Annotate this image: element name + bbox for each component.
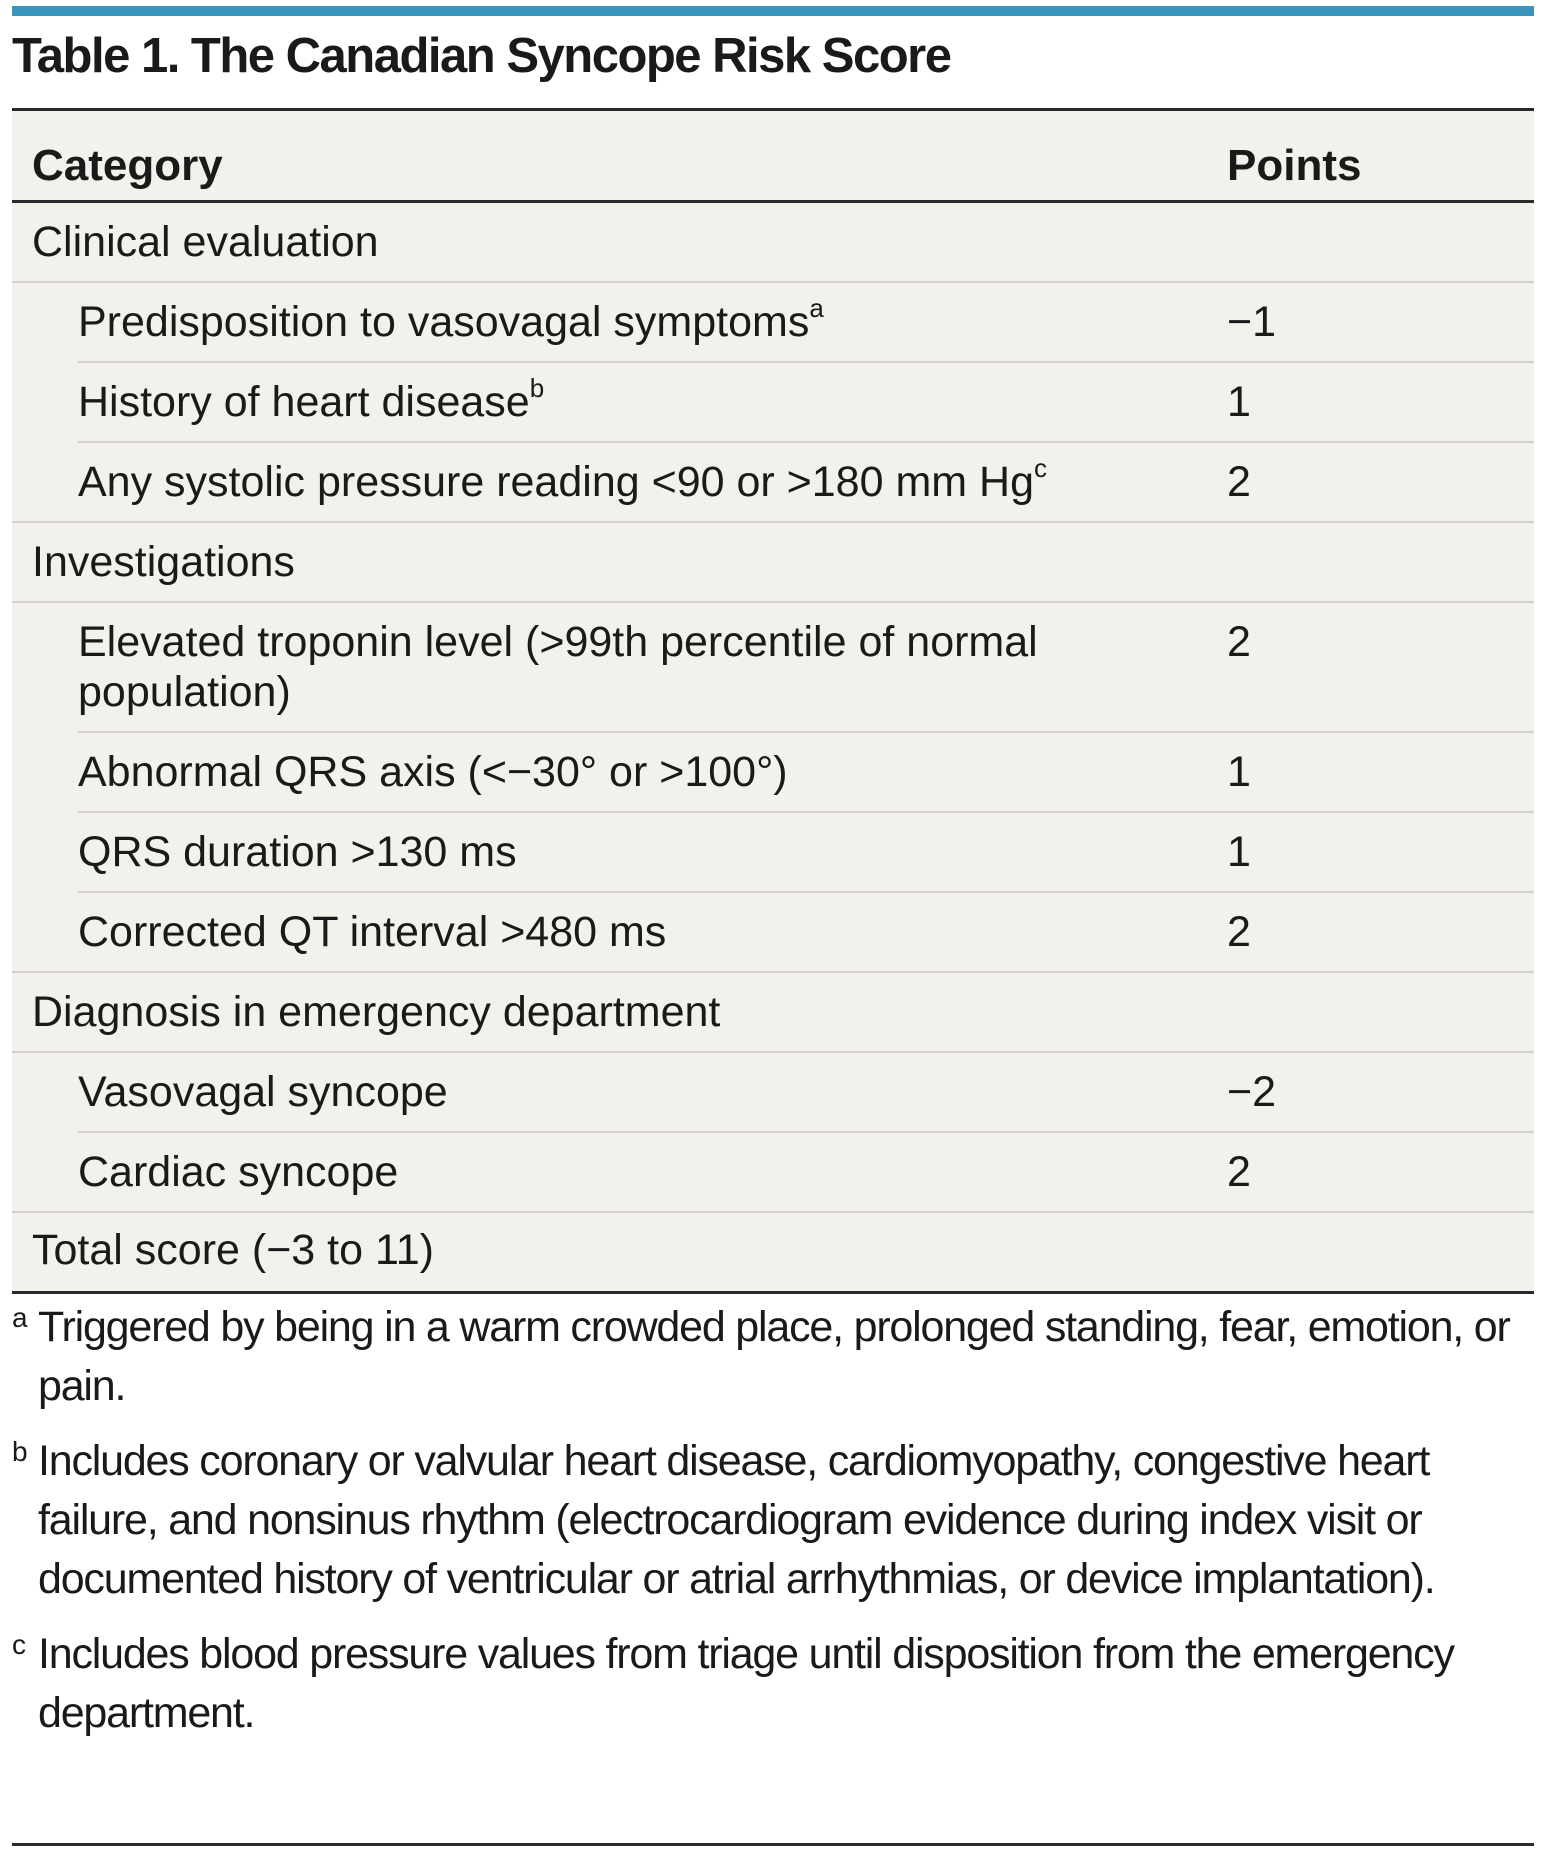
table-footnotes — [12, 1298, 1534, 1759]
item-label-text: Cardiac syncope — [78, 1148, 399, 1196]
footnote-mark: a — [12, 1302, 27, 1333]
section-label: Clinical evaluation — [32, 218, 379, 266]
item-points: 2 — [1227, 1148, 1251, 1196]
item-label — [78, 1053, 1078, 1131]
table-row — [12, 893, 1534, 973]
footnote-text: Includes coronary or valvular heart disease, cardiomyopathy, congestive heart failure, and nonsinus rhythm (electrocardiogram evidence during index visit or documented history of ventricular or atrial arrhythmias, or device implantation). — [38, 1437, 1435, 1603]
item-label-text: Elevated troponin level (>99th percentile of normal population) — [78, 618, 1038, 716]
footnote-text: Triggered by being in a warm crowded place, prolonged standing, fear, emotion, or pain. — [38, 1303, 1510, 1410]
top-accent-rule — [12, 6, 1534, 16]
section-label: Diagnosis in emergency department — [32, 988, 721, 1036]
table-row — [12, 443, 1534, 523]
table-body — [12, 203, 1534, 1213]
footnote-a — [12, 1298, 1534, 1416]
table-row — [78, 813, 1534, 893]
item-points: 1 — [1227, 378, 1251, 426]
footnote-c — [12, 1625, 1534, 1743]
item-label-text: History of heart disease — [78, 378, 530, 426]
table-header-row — [12, 111, 1534, 203]
table-title: Table 1. The Canadian Syncope Risk Score — [12, 29, 951, 83]
footnote-b — [12, 1432, 1534, 1609]
item-points: 2 — [1227, 618, 1251, 666]
bottom-rule — [12, 1843, 1534, 1846]
item-label — [78, 443, 1078, 521]
item-label-text: Abnormal QRS axis (<−30° or >100°) — [78, 748, 788, 796]
section-row — [12, 523, 1534, 603]
item-label — [78, 813, 1078, 891]
item-label — [78, 733, 1078, 811]
item-points: 2 — [1227, 908, 1251, 956]
section-row — [12, 973, 1534, 1053]
footnote-text: Includes blood pressure values from triage until disposition from the emergency department. — [38, 1630, 1454, 1737]
table-row — [78, 733, 1534, 813]
item-label-text: Predisposition to vasovagal symptoms — [78, 298, 810, 346]
item-label-text: Any systolic pressure reading <90 or >180 mm Hg — [78, 458, 1035, 506]
footnote-marker: b — [529, 372, 545, 403]
total-score-row — [12, 1213, 1534, 1291]
item-label — [78, 1133, 1078, 1211]
item-label-text: QRS duration >130 ms — [78, 828, 517, 876]
item-points: −1 — [1227, 298, 1277, 346]
footnote-mark: c — [12, 1629, 25, 1660]
table-row — [12, 1133, 1534, 1213]
item-label-text: Vasovagal syncope — [78, 1068, 448, 1116]
table-row — [78, 603, 1534, 733]
table-row — [78, 363, 1534, 443]
section-row — [12, 203, 1534, 283]
item-label — [78, 893, 1078, 971]
item-label — [78, 363, 1078, 441]
points-column-header: Points — [1227, 141, 1362, 190]
item-label-text: Corrected QT interval >480 ms — [78, 908, 667, 956]
footnote-mark: b — [12, 1436, 27, 1467]
footnote-marker: c — [1034, 452, 1048, 483]
risk-score-table — [12, 108, 1534, 1294]
item-points: 1 — [1227, 748, 1251, 796]
table-row — [78, 283, 1534, 363]
section-label: Investigations — [32, 538, 295, 586]
item-points: 2 — [1227, 458, 1251, 506]
table-row — [78, 1053, 1534, 1133]
category-column-header: Category — [32, 141, 223, 190]
item-points: −2 — [1227, 1068, 1277, 1116]
total-score-label: Total score (−3 to 11) — [32, 1226, 434, 1274]
footnote-marker: a — [809, 292, 824, 323]
item-label — [78, 283, 1078, 361]
item-label — [78, 603, 1078, 731]
item-points: 1 — [1227, 828, 1251, 876]
